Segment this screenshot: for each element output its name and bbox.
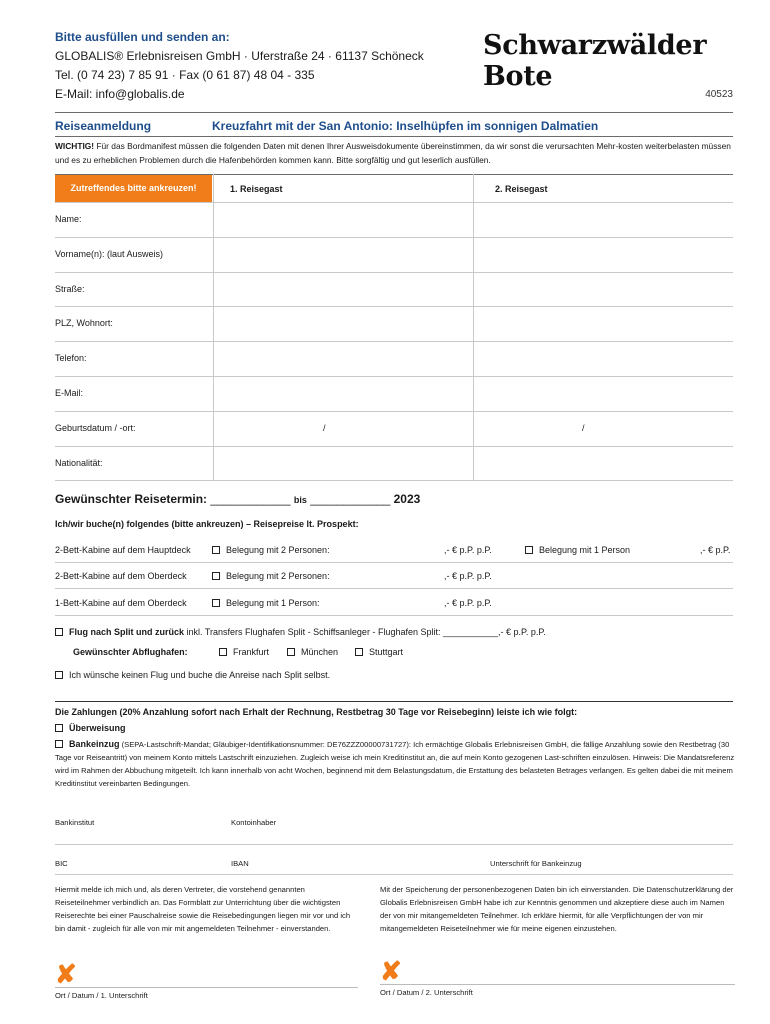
table-bottom-rule — [55, 480, 733, 481]
cabin-option[interactable]: Belegung mit 2 Personen: — [212, 571, 330, 581]
checkbox-icon[interactable] — [287, 648, 295, 656]
cabin-option-single[interactable]: Belegung mit 1 Person — [525, 545, 630, 555]
cabin-label: 1-Bett-Kabine auf dem Oberdeck — [55, 598, 187, 608]
guest-field-label: Geburtsdatum / -ort: — [55, 422, 136, 433]
no-flight-option[interactable]: Ich wünsche keinen Flug und buche die Anreise nach Split selbst. — [55, 670, 330, 680]
checkbox-icon[interactable] — [355, 648, 363, 656]
flight-option[interactable]: Flug nach Split und zurück inkl. Transfers Flughafen Split - Schiffsanleger - Flughafen Split: ___________,- € p.P. p.P. — [55, 627, 546, 637]
signature-line-2[interactable] — [380, 984, 735, 985]
cabin-option[interactable]: Belegung mit 1 Person: — [212, 598, 320, 608]
cabin-option[interactable]: Belegung mit 2 Personen: — [212, 545, 330, 555]
payment-title: Die Zahlungen (20% Anzahlung sofort nach Erhalt der Rechnung, Restbetrag 30 Tage vor Reisebeginn) leiste ich wie folgt: — [55, 707, 578, 717]
trip-title: Kreuzfahrt mit der San Antonio: Inselhüpfen im sonnigen Dalmatien — [212, 119, 599, 133]
debit-option[interactable]: Bankeinzug (SEPA-Lastschrift-Mandat; Gläubiger-Identifikationsnummer: DE76ZZZ00000731727): Ich ermächtige Globalis Erlebnisreisen GmbH, die fällige Anzahlung sowie den Restbetrag (30 Tage vor Reiseantritt) von meinem Konto mittels Lastschrift einzuziehen. Zugleich weise ich mein Kreditinstitut an, die auf mein Konto gezogenen Last-schriften einzulösen. Hinweis: Die Mandatsreferenz wird im Rahmen der Abbuchung mitgeteilt. Ich kann innerhalb von acht Wochen, beginnend mit dem Belastungsdatum, die Erstattung des belasteten Betrages verlangen. Es gelten dabei die mit meinem Kreditinstitut vereinbarten Bedingungen. — [55, 739, 735, 788]
row-rule — [55, 615, 733, 616]
date-to-field[interactable]: ____________ — [310, 492, 391, 506]
guest1-input-field[interactable] — [214, 412, 472, 445]
bank-institute-label: Bankinstitut — [55, 818, 95, 827]
checkbox-icon[interactable] — [55, 628, 63, 636]
travel-date-line — [55, 492, 420, 506]
checkbox-icon[interactable] — [55, 740, 63, 748]
guest2-input-field[interactable] — [474, 307, 735, 340]
checkbox-icon[interactable] — [212, 599, 220, 607]
account-holder-label: Kontoinhaber — [231, 818, 277, 827]
checkbox-icon[interactable] — [212, 546, 220, 554]
cabin-price: ,- € p.P. p.P. — [444, 545, 492, 555]
guest2-input-field[interactable] — [474, 238, 735, 271]
row-rule — [55, 588, 733, 589]
guest-field-label: E-Mail: — [55, 388, 84, 398]
checkbox-icon[interactable] — [212, 572, 220, 580]
bank-rule — [55, 844, 733, 845]
cabin-price-single: ,- € p.P. — [700, 545, 731, 555]
guest-field-label: Telefon: — [55, 353, 87, 364]
guest2-input-field[interactable] — [474, 342, 735, 375]
iban-label: IBAN — [231, 859, 249, 868]
guest1-input-field[interactable] — [214, 238, 472, 271]
payment-rule — [55, 701, 733, 702]
company-email: E-Mail: info@globalis.de — [55, 87, 185, 101]
date-place-separator: / — [582, 422, 585, 433]
signature-line-1[interactable] — [55, 987, 358, 988]
notice-label: WICHTIG! — [55, 141, 95, 151]
guest-field-label: Straße: — [55, 283, 85, 294]
signature-2-label: Ort / Datum / 2. Unterschrift — [380, 988, 473, 997]
title-bottom-rule — [55, 136, 733, 137]
guest2-input-field[interactable] — [474, 377, 735, 410]
guest2-input-field[interactable] — [474, 447, 735, 480]
guest1-input-field[interactable] — [214, 342, 472, 375]
guest-field-label: PLZ, Wohnort: — [55, 318, 113, 329]
cabin-price: ,- € p.P. p.P. — [444, 571, 492, 581]
signature-1-label: Ort / Datum / 1. Unterschrift — [55, 991, 148, 1000]
row-rule — [55, 562, 733, 563]
guest1-input-field[interactable] — [214, 273, 472, 306]
signature-cross-icon: ✘ — [380, 956, 402, 986]
checkbox-icon[interactable] — [219, 648, 227, 656]
form-title: Reiseanmeldung — [55, 119, 152, 133]
company-address: GLOBALIS® Erlebnisreisen GmbH · Uferstraße 24 · 61137 Schöneck — [55, 49, 424, 63]
airport-muenchen[interactable]: München — [287, 647, 338, 657]
transfer-option[interactable]: Überweisung — [55, 723, 126, 733]
guest-field-label: Nationalität: — [55, 457, 103, 468]
guest2-header: 2. Reisegast — [495, 184, 548, 194]
newspaper-logo: Schwarzwälder Bote — [483, 30, 707, 92]
notice-text: Für das Bordmanifest müssen die folgenden Daten mit denen Ihrer Ausweisdokumente übereinstimmen, da wir sonst die verursachten Mehr-kosten weiterbelasten müssen und es zu erheblichen Problemen durch die Hafenbehörden kommen kann. Bitte sorgfältig und gut leserlich ausfüllen. — [55, 141, 731, 165]
bic-label: BIC — [55, 859, 68, 868]
guest-field-label: Name: — [55, 214, 82, 224]
form-code: 40523 — [705, 89, 733, 100]
cabin-label: 2-Bett-Kabine auf dem Oberdeck — [55, 571, 187, 581]
cabin-price: ,- € p.P. p.P. — [444, 598, 492, 608]
guest-field-label: Vorname(n): (laut Ausweis) — [55, 248, 164, 259]
check-hint-label: Zutreffendes bitte ankreuzen! — [55, 175, 212, 202]
date-place-separator: / — [323, 422, 326, 433]
privacy-consent: Mit der Speicherung der personenbezogenen Daten bin ich einverstanden. Die Datenschutzerklärung der Globalis Erlebnisreisen GmbH habe ich zur Kenntnis genommen und akzeptiere diese auch im Namen der von mir mitangemeldeten Teilnehmer. Ich erkläre hiermit, für alle Verpflichtungen der von mir mitangemeldeten Reiseteilnehmer wie für meine eigenen einzustehen. — [380, 885, 734, 933]
company-phone: Tel. (0 74 23) 7 85 91 · Fax (0 61 87) 48 04 - 335 — [55, 68, 315, 82]
send-title: Bitte ausfüllen und senden an: — [55, 30, 230, 44]
guest2-input-field[interactable] — [474, 203, 735, 236]
checkbox-icon[interactable] — [55, 724, 63, 732]
guest1-input-field[interactable] — [214, 307, 472, 340]
airport-stuttgart[interactable]: Stuttgart — [355, 647, 403, 657]
guest2-input-field[interactable] — [474, 412, 735, 445]
guest1-input-field[interactable] — [214, 377, 472, 410]
important-notice — [55, 140, 735, 167]
date-from-field[interactable]: ____________ — [210, 492, 291, 506]
bic-rule — [55, 874, 733, 875]
cabin-label: 2-Bett-Kabine auf dem Hauptdeck — [55, 545, 191, 555]
signature-cross-icon: ✘ — [55, 959, 77, 989]
guest1-input-field[interactable] — [214, 447, 472, 480]
debit-signature-label: Unterschrift für Bankeinzug — [490, 859, 582, 868]
registration-consent: Hiermit melde ich mich und, als deren Vertreter, die vorstehend genannten Reiseteilnehmer verbindlich an. Das Formblatt zur Unterrichtung über die wichtigsten Reiserechte bei einer Pauschalreise sowie die Reisebedingungen liegen mir vor und ich bin damit - zugleich für alle von mir mit angemeldeten Teilnehmer - einverstanden. — [55, 885, 351, 933]
guest2-input-field[interactable] — [474, 273, 735, 306]
date-bis-label: bis — [293, 495, 307, 505]
booking-intro: Ich/wir buche(n) folgendes (bitte ankreuzen) – Reisepreise lt. Prospekt: — [55, 519, 359, 529]
guest1-input-field[interactable] — [214, 203, 472, 236]
checkbox-icon[interactable] — [55, 671, 63, 679]
airport-label: Gewünschter Abflughafen: — [73, 647, 188, 657]
guest1-header: 1. Reisegast — [230, 184, 283, 194]
travel-year: 2023 — [393, 492, 421, 506]
checkbox-icon[interactable] — [525, 546, 533, 554]
travel-date-label: Gewünschter Reisetermin: — [55, 492, 208, 506]
title-top-rule — [55, 112, 733, 113]
airport-frankfurt[interactable]: Frankfurt — [219, 647, 269, 657]
